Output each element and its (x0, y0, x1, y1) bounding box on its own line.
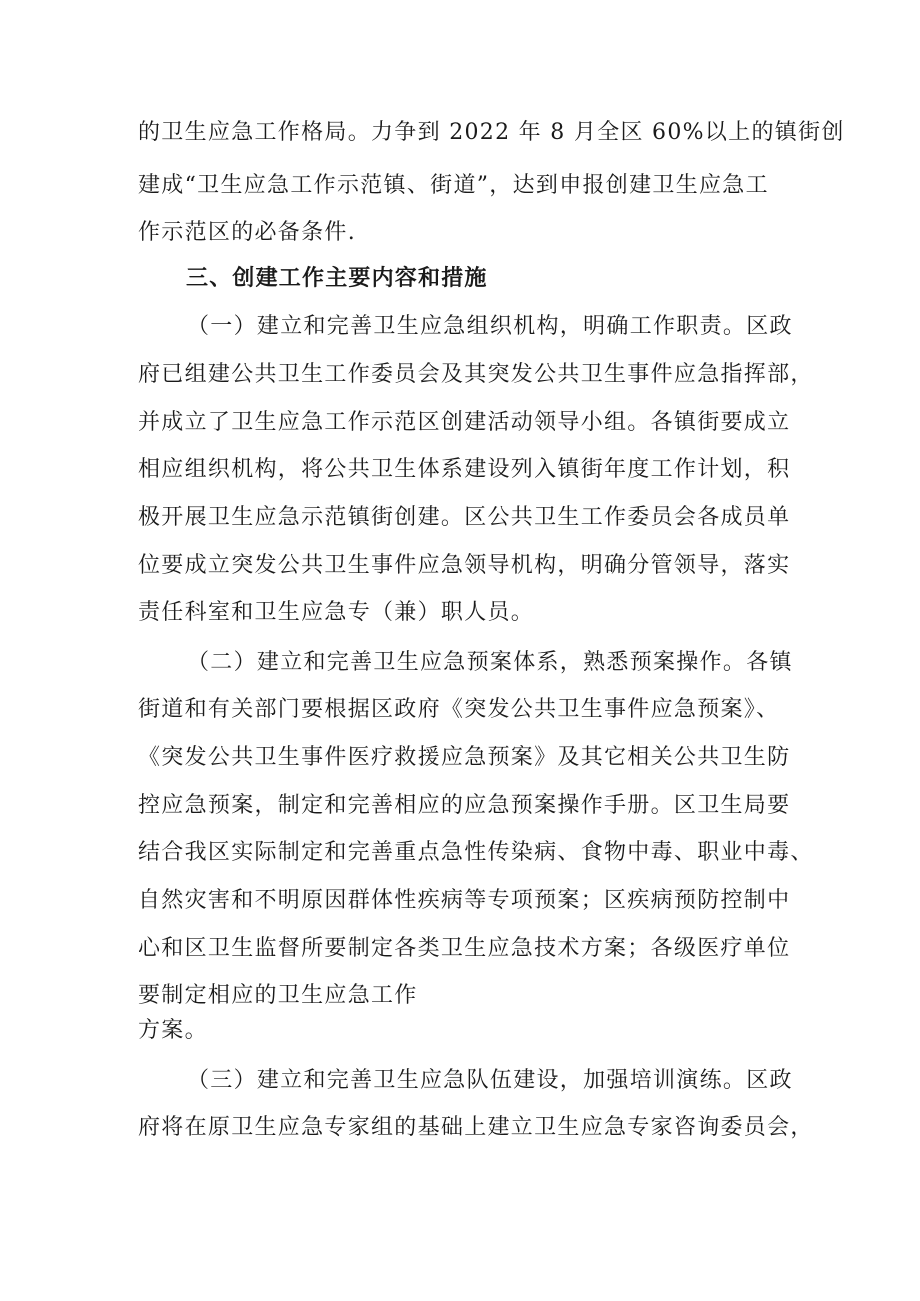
body-line: 结合我区实际制定和完善重点急性传染病、食物中毒、职业中毒、 (138, 840, 814, 865)
body-line: 要制定相应的卫生应急工作 (138, 983, 418, 1008)
body-line: 极开展卫生应急示范镇街创建。区公共卫生工作委员会各成员单 (138, 505, 791, 530)
body-line: 责任科室和卫生应急专（兼）职人员。 (138, 600, 535, 625)
body-line: 心和区卫生监督所要制定各类卫生应急技术方案；各级医疗单位 (138, 936, 791, 961)
body-line: 自然灾害和不明原因群体性疾病等专项预案；区疾病预防控制中 (138, 888, 791, 913)
body-line: 作示范区的必备条件. (138, 220, 356, 245)
body-line: 《突发公共卫生事件医疗救援应急预案》及其它相关公共卫生防 (138, 745, 791, 770)
body-line: （二）建立和完善卫生应急预案体系，熟悉预案操作。各镇 (187, 650, 793, 675)
body-line: （一）建立和完善卫生应急组织机构，明确工作职责。区政 (187, 314, 793, 339)
body-line: 府将在原卫生应急专家组的基础上建立卫生应急专家咨询委员会， (138, 1115, 814, 1140)
body-line: 相应组织机构，将公共卫生体系建设列入镇街年度工作计划，积 (138, 457, 791, 482)
body-line: 的卫生应急工作格局。力争到 2022 年 8 月全区 60%以上的镇街创 (138, 120, 845, 145)
body-line: 建成“卫生应急工作示范镇、街道”，达到申报创建卫生应急工 (138, 173, 769, 198)
body-line: 控应急预案，制定和完善相应的应急预案操作手册。区卫生局要 (138, 793, 791, 818)
body-line: 府已组建公共卫生工作委员会及其突发公共卫生事件应急指挥部， (138, 362, 814, 387)
body-line: 街道和有关部门要根据区政府《突发公共卫生事件应急预案》、 (138, 697, 780, 722)
body-line: 并成立了卫生应急工作示范区创建活动领导小组。各镇街要成立 (138, 410, 791, 435)
body-line: 方案。 (138, 1018, 208, 1043)
section-heading: 三、创建工作主要内容和措施 (186, 266, 488, 291)
body-line: （三）建立和完善卫生应急队伍建设，加强培训演练。区政 (187, 1068, 793, 1093)
body-line: 位要成立突发公共卫生事件应急领导机构，明确分管领导，落实 (138, 553, 791, 578)
